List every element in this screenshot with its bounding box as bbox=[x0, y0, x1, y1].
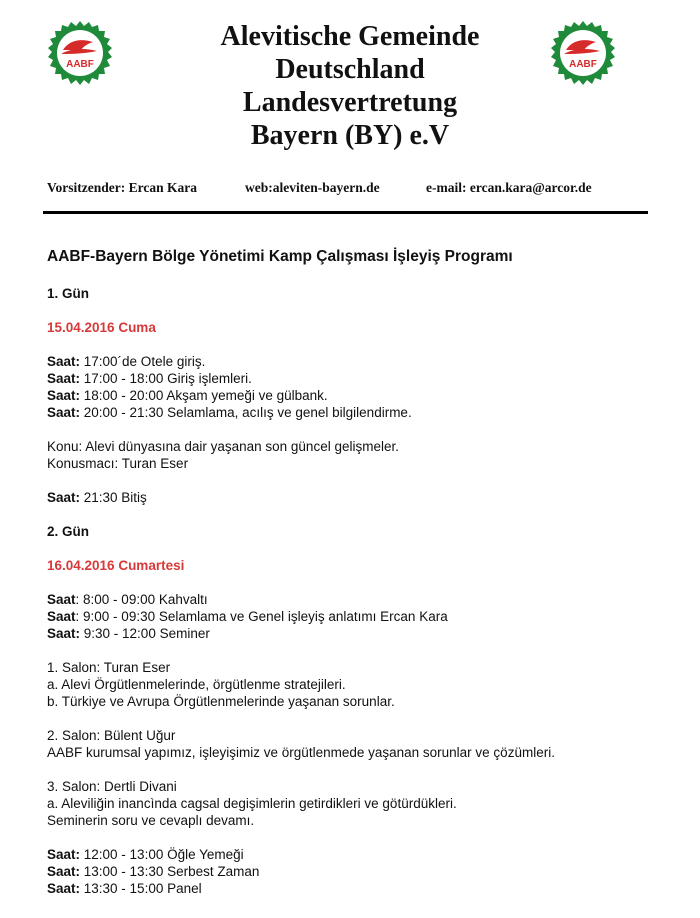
organization-title bbox=[150, 20, 550, 152]
schedule-item: Saat: 9:00 - 09:30 Selamlama ve Genel işleyiş anlatımı Ercan Kara bbox=[47, 609, 448, 624]
svg-text:AABF: AABF bbox=[66, 59, 94, 70]
topic-text: Konu: Alevi dünyasına dair yaşanan son güncel gelişmeler. bbox=[47, 439, 399, 454]
title-line: Deutschland bbox=[275, 54, 425, 85]
schedule-item: Saat: 8:00 - 09:00 Kahvaltı bbox=[47, 592, 208, 607]
svg-text:AABF: AABF bbox=[569, 59, 597, 70]
schedule-item: Saat: 17:00´de Otele giriş. bbox=[47, 354, 206, 369]
speaker-text: Konusmacı: Turan Eser bbox=[47, 456, 189, 471]
schedule-item: Saat: 13:00 - 13:30 Serbest Zaman bbox=[47, 864, 260, 879]
day-heading: 1. Gün bbox=[47, 286, 90, 301]
day-date: 16.04.2016 Cumartesi bbox=[47, 558, 185, 573]
aabf-logo-left bbox=[47, 20, 113, 86]
title-line: Bayern (BY) e.V bbox=[250, 120, 450, 151]
salon-item: Seminerin soru ve cevaplı devamı. bbox=[47, 813, 255, 828]
salon-title: 1. Salon: Turan Eser bbox=[47, 660, 171, 675]
salon-item: AABF kurumsal yapımız, işleyişimiz ve örgütlenmede yaşanan sorunlar ve çözümleri. bbox=[47, 745, 555, 760]
salon-item: a. Aleviliğin inancìnda cagsal degişimlerin getirdikleri ve götürdükleri. bbox=[47, 796, 457, 811]
schedule-item: Saat: 9:30 - 12:00 Seminer bbox=[47, 626, 210, 641]
schedule-item: Saat: 13:30 - 15:00 Panel bbox=[47, 881, 202, 896]
day-heading: 2. Gün bbox=[47, 524, 90, 539]
salon-item: b. Türkiye ve Avrupa Örgütlenmelerinde yaşanan sorunlar. bbox=[47, 694, 395, 709]
title-line: Landesvertretung bbox=[242, 87, 458, 118]
aabf-logo-right bbox=[550, 20, 616, 86]
salon-title: 2. Salon: Bülent Uğur bbox=[47, 728, 176, 743]
document-title: AABF-Bayern Bölge Yönetimi Kamp Çalışması İşleyiş Programı bbox=[47, 248, 513, 265]
chairman-text: Vorsitzender: Ercan Kara bbox=[47, 180, 197, 195]
contact-row bbox=[47, 180, 647, 198]
email-link[interactable]: e-mail: ercan.kara@arcor.de bbox=[426, 180, 592, 195]
schedule-item: Saat: 21:30 Bitiş bbox=[47, 490, 147, 505]
salon-title: 3. Salon: Dertli Divani bbox=[47, 779, 177, 794]
day-date: 15.04.2016 Cuma bbox=[47, 320, 156, 335]
header-divider bbox=[43, 211, 648, 214]
schedule-item: Saat: 20:00 - 21:30 Selamlama, acılış ve genel bilgilendirme. bbox=[47, 405, 412, 420]
schedule-item: Saat: 12:00 - 13:00 Öğle Yemeği bbox=[47, 847, 244, 862]
website-link[interactable]: web:aleviten-bayern.de bbox=[245, 180, 380, 195]
schedule-item: Saat: 17:00 - 18:00 Giriş işlemleri. bbox=[47, 371, 252, 386]
title-line: Alevitische Gemeinde bbox=[220, 21, 480, 52]
program-document bbox=[47, 246, 687, 897]
schedule-item: Saat: 18:00 - 20:00 Akşam yemeği ve gülbank. bbox=[47, 388, 328, 403]
salon-item: a. Alevi Örgütlenmelerinde, örgütlenme stratejileri. bbox=[47, 677, 346, 692]
